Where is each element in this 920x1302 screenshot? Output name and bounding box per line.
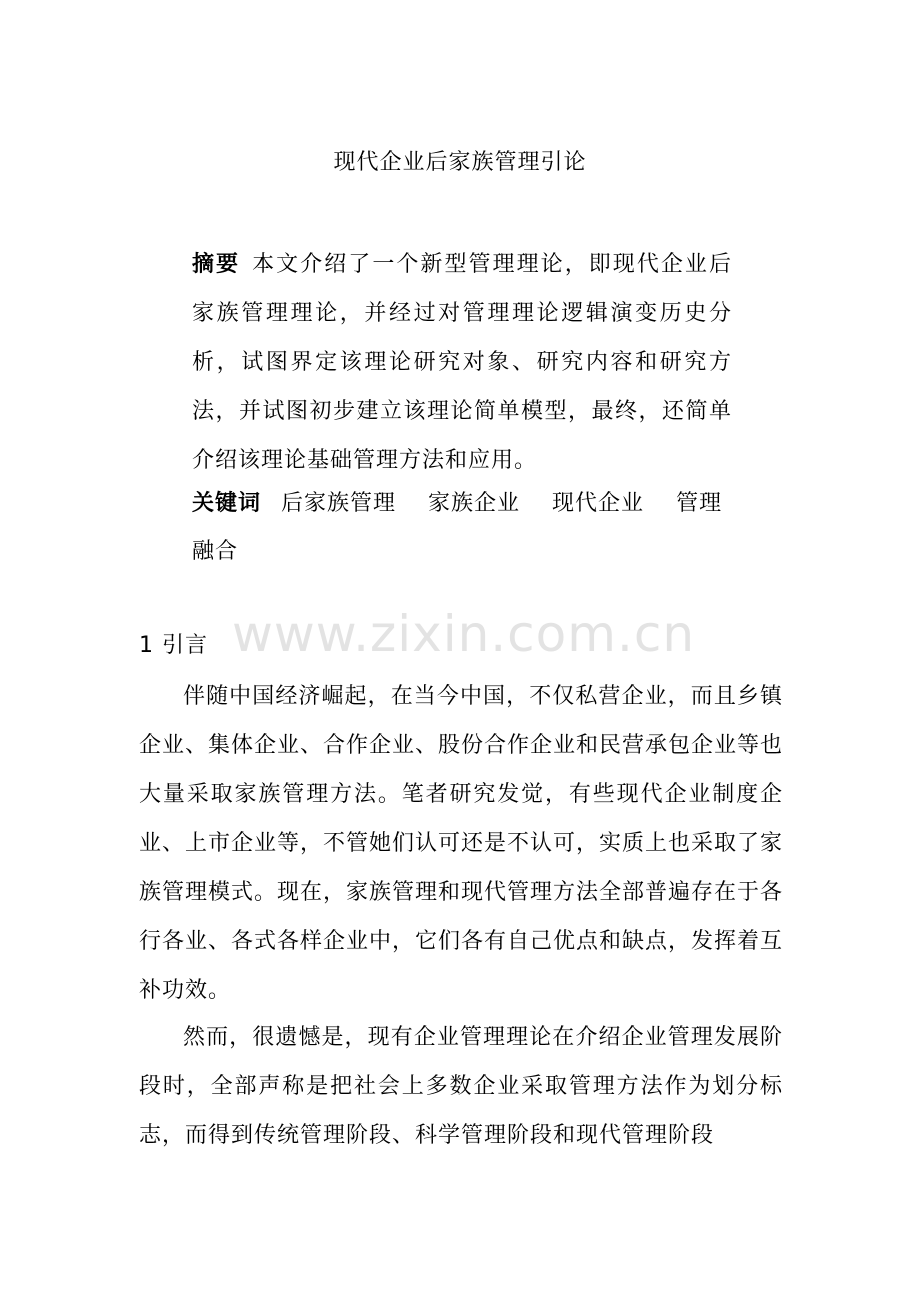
- keyword: 家族企业: [428, 491, 521, 516]
- body-paragraph-block: [139, 672, 783, 1015]
- keyword: 后家族管理: [281, 491, 397, 516]
- keywords-label: 关键词: [192, 491, 262, 516]
- watermark: www.zixin.com.cn: [232, 605, 696, 663]
- body-paragraph: 然而，很遗憾是，现有企业管理理论在介绍企业管理发展阶段时，全部声称是把社会上多数企业采取管理方法作为划分标志，而得到传统管理阶段、科学管理阶段和现代管理阶段: [139, 1025, 783, 1148]
- abstract-text: 本文介绍了一个新型管理理论，即现代企业后家族管理理论，并经过对管理理论逻辑演变历史分析，试图界定该理论研究对象、研究内容和研究方法，并试图初步建立该理论简单模型，最终，还简单介绍该理论基础管理方法和应用。: [192, 252, 732, 473]
- body-paragraph: 伴随中国经济崛起，在当今中国，不仅私营企业，而且乡镇企业、集体企业、合作企业、股份合作企业和民营承包企业等也大量采取家族管理方法。笔者研究发觉，有些现代企业制度企业、上市企业等，不管她们认可还是不认可，实质上也采取了家族管理模式。现在，家族管理和现代管理方法全部普遍存在于各行各业、各式各样企业中，它们各有自己优点和缺点，发挥着互补功效。: [139, 684, 784, 1003]
- document-title: 现代企业后家族管理引论: [333, 150, 587, 175]
- keyword: 管理融合: [192, 491, 723, 564]
- keyword: 现代企业: [552, 491, 645, 516]
- abstract: [192, 240, 732, 485]
- keywords: [192, 480, 732, 576]
- body-paragraph-block: [139, 1013, 783, 1268]
- section-heading: 1 引言: [139, 633, 208, 658]
- abstract-label: 摘要: [192, 252, 241, 277]
